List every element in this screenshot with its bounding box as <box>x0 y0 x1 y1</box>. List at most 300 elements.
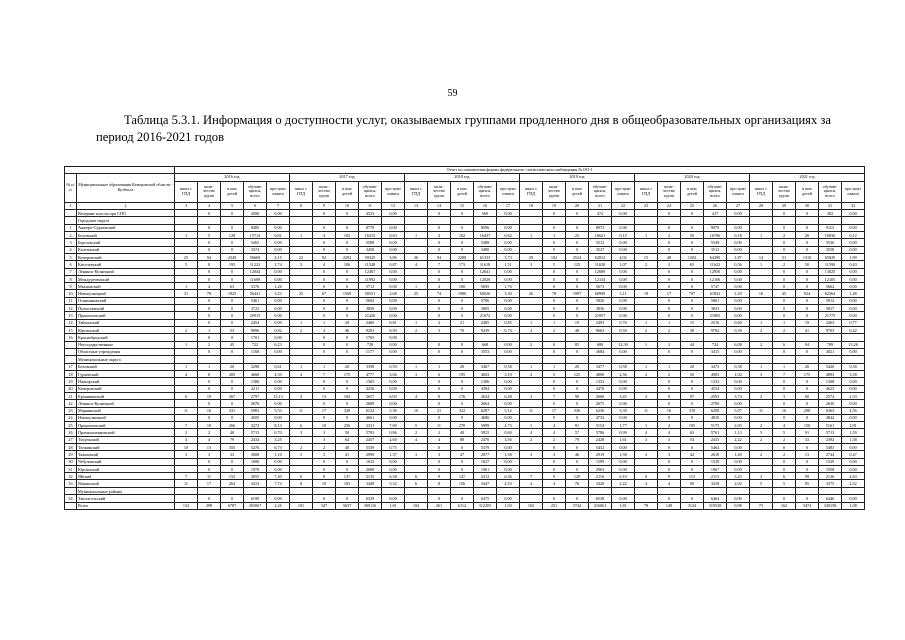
row-value <box>520 400 543 407</box>
row-value: 3477 <box>589 363 612 370</box>
row-value: 0,00 <box>497 297 520 304</box>
column-number: 29 <box>773 202 796 209</box>
row-value: 65 <box>681 429 704 436</box>
row-value: 3 <box>635 436 658 443</box>
row-value: 25 <box>566 232 589 239</box>
column-number: 12 <box>382 202 405 209</box>
row-value: 2 <box>750 341 773 348</box>
header-indicator: обучаю-щихся, всего <box>359 181 382 202</box>
row-value <box>175 356 198 364</box>
row-name: Крапивинский <box>77 392 175 399</box>
row-value: 0 <box>658 224 681 231</box>
row-value: 0 <box>543 305 566 312</box>
row-value: 7 <box>428 261 451 268</box>
row-value: 3 <box>773 392 796 399</box>
row-value: 3,74 <box>727 392 750 399</box>
row-value: 0 <box>428 239 451 246</box>
row-value: 88 <box>451 436 474 443</box>
row-value: 0 <box>681 443 704 450</box>
row-value <box>750 378 773 385</box>
row-value: 0 <box>681 385 704 392</box>
row-value: 0,98 <box>727 502 750 509</box>
row-value: 0 <box>543 465 566 472</box>
row-value <box>543 487 566 495</box>
row-value: 2574 <box>819 392 842 399</box>
row-value: 41 <box>796 326 819 333</box>
row-value: 0 <box>451 400 474 407</box>
row-value: 2624 <box>474 392 497 399</box>
row-value: 2,56 <box>612 371 635 378</box>
row-value: 1680 <box>244 458 267 465</box>
row-value: 0,00 <box>612 465 635 472</box>
table-row <box>65 305 865 312</box>
row-value <box>336 217 359 225</box>
row-value: 0,00 <box>497 209 520 216</box>
table-row <box>65 473 865 480</box>
row-value: 2 <box>750 392 773 399</box>
row-value: 0,00 <box>267 378 290 385</box>
row-value: 0 <box>198 319 221 326</box>
row-number: 4 <box>65 246 77 253</box>
row-value <box>290 275 313 282</box>
row-value: 90 <box>566 392 589 399</box>
row-value: 13 <box>198 443 221 450</box>
caption-text: Таблица 5.3.1. Информация о доступности услуг, оказываемых группами продленного дня в общеобразовательных организациях за период 2016-2021 годов <box>96 113 831 144</box>
row-value <box>520 495 543 502</box>
row-value: 74 <box>428 290 451 297</box>
row-value <box>175 495 198 502</box>
row-value: 5,32 <box>382 480 405 487</box>
row-value: 2664 <box>474 400 497 407</box>
column-number: 10 <box>336 202 359 209</box>
row-value: 3480 <box>474 246 497 253</box>
row-value: 2470 <box>474 436 497 443</box>
row-value: 5,53 <box>267 407 290 414</box>
row-value <box>635 283 658 290</box>
row-value: 3684 <box>589 348 612 355</box>
row-value <box>244 356 267 364</box>
row-value: 0 <box>451 246 474 253</box>
row-value: 0 <box>681 297 704 304</box>
row-number <box>65 502 77 509</box>
row-value: 2115 <box>704 473 727 480</box>
row-value: 1,48 <box>842 290 865 297</box>
row-value: 0 <box>221 495 244 502</box>
row-value: 0,00 <box>382 268 405 275</box>
row-value: 0 <box>773 443 796 450</box>
row-value: 1 <box>773 319 796 326</box>
row-value: 0,00 <box>727 209 750 216</box>
row-value: 3 <box>290 429 313 436</box>
row-value: 56441 <box>244 290 267 297</box>
row-value: 60 <box>796 392 819 399</box>
row-value: 0 <box>221 400 244 407</box>
row-value: 0,00 <box>612 348 635 355</box>
row-value: 11992 <box>359 275 382 282</box>
row-value: 6199 <box>244 495 267 502</box>
row-value: 0,77 <box>842 319 865 326</box>
row-value: 0,81 <box>382 319 405 326</box>
row-value: 1,76 <box>497 283 520 290</box>
row-value: 0,00 <box>842 275 865 282</box>
row-value: 0 <box>428 348 451 355</box>
row-value: 3 <box>520 261 543 268</box>
row-value: 4 <box>543 429 566 436</box>
row-number: 26 <box>65 429 77 436</box>
row-value: 2493 <box>589 319 612 326</box>
column-number: 16 <box>474 202 497 209</box>
row-value: 2 <box>198 429 221 436</box>
row-value: 2136 <box>819 473 842 480</box>
row-value: 3272 <box>244 422 267 429</box>
row-value: 79 <box>566 436 589 443</box>
row-name: Беловский <box>77 232 175 239</box>
row-value: 0 <box>313 341 336 348</box>
row-value <box>750 334 773 341</box>
row-value: 12020 <box>474 275 497 282</box>
row-value: 6538 <box>589 495 612 502</box>
row-value: 1,02 <box>727 371 750 378</box>
row-value <box>405 275 428 282</box>
row-value <box>635 495 658 502</box>
row-value: 0,00 <box>612 246 635 253</box>
row-value <box>520 283 543 290</box>
row-name: Мариинский <box>77 407 175 414</box>
row-value: 12641 <box>474 268 497 275</box>
row-number <box>65 356 77 364</box>
row-value: 7 <box>175 422 198 429</box>
row-value: 0,00 <box>727 239 750 246</box>
column-number: 1 <box>65 202 77 209</box>
header-indicator: в них детей <box>451 181 474 202</box>
row-value: 150 <box>796 422 819 429</box>
row-value: 9 <box>543 473 566 480</box>
row-value <box>175 297 198 304</box>
row-value <box>405 246 428 253</box>
row-value: 59325 <box>359 253 382 260</box>
row-value: 0 <box>658 414 681 421</box>
row-value: 0,15 <box>612 232 635 239</box>
row-value <box>405 268 428 275</box>
row-value: 78 <box>198 290 221 297</box>
header-indicator: обучаю-щихся, всего <box>244 181 267 202</box>
row-value: 0 <box>313 224 336 231</box>
row-number: 12 <box>65 305 77 312</box>
row-value: 0,00 <box>612 458 635 465</box>
row-value: 4211 <box>244 385 267 392</box>
row-value: 7 <box>543 392 566 399</box>
row-value <box>290 217 313 225</box>
row-value: 0 <box>198 297 221 304</box>
row-value: 2288 <box>451 253 474 260</box>
row-value: 18 <box>635 290 658 297</box>
row-value <box>290 283 313 290</box>
row-value: 3298 <box>244 363 267 370</box>
row-value: 0 <box>336 297 359 304</box>
header-indicator: школ с ГПД <box>635 181 658 202</box>
row-value: 0,00 <box>497 400 520 407</box>
row-value: 1,81 <box>382 502 405 509</box>
row-value: 1 <box>175 341 198 348</box>
row-value: 2 <box>175 429 198 436</box>
row-value: 3 <box>750 473 773 480</box>
row-value: 0,00 <box>497 312 520 319</box>
row-value: 728 <box>359 341 382 348</box>
row-value: 1 <box>290 319 313 326</box>
row-value: 0 <box>198 275 221 282</box>
row-value: 2 <box>773 326 796 333</box>
header-indicator: коли-чество групп <box>543 181 566 202</box>
row-value: 0,00 <box>382 275 405 282</box>
row-value: 0 <box>313 297 336 304</box>
row-value: 2593 <box>704 392 727 399</box>
row-value: 0 <box>681 312 704 319</box>
row-value: 1961 <box>474 465 497 472</box>
row-value <box>704 217 727 225</box>
row-value: 4 <box>543 422 566 429</box>
row-value: 0 <box>198 414 221 421</box>
row-value: 6 <box>773 341 796 348</box>
row-value: 0 <box>681 458 704 465</box>
row-value <box>612 334 635 341</box>
row-value <box>612 356 635 364</box>
row-value: 1,81 <box>612 502 635 509</box>
table-row <box>65 400 865 407</box>
row-value <box>635 378 658 385</box>
row-value: 2,68 <box>382 290 405 297</box>
row-value: 12105 <box>819 275 842 282</box>
row-value: 0,00 <box>267 246 290 253</box>
row-value <box>635 414 658 421</box>
row-value <box>405 305 428 312</box>
row-value: 1569 <box>336 290 359 297</box>
row-value: 2 <box>520 326 543 333</box>
row-value: 0,00 <box>497 495 520 502</box>
row-value: 0 <box>428 458 451 465</box>
row-value: 0 <box>566 443 589 450</box>
row-value: 1 <box>198 326 221 333</box>
row-value: 0 <box>313 209 336 216</box>
row-value <box>175 465 198 472</box>
row-name: Беловский <box>77 363 175 370</box>
header-row-column-numbers <box>65 202 865 209</box>
row-value <box>497 356 520 364</box>
row-value: 104 <box>405 502 428 509</box>
row-value: 3,30 <box>497 290 520 297</box>
row-value: 0 <box>773 400 796 407</box>
row-value: 3527 <box>589 246 612 253</box>
row-value: 16 <box>658 407 681 414</box>
row-value: 0 <box>221 305 244 312</box>
row-value: 1,37 <box>382 451 405 458</box>
row-value: 4 <box>773 422 796 429</box>
row-value: 5512 <box>589 239 612 246</box>
row-value: 303067 <box>244 502 267 509</box>
row-value <box>428 487 451 495</box>
row-value <box>336 356 359 364</box>
row-name: Анжеро-Судженский <box>77 224 175 231</box>
row-value: 0 <box>658 305 681 312</box>
row-value <box>727 217 750 225</box>
row-value: 16437 <box>474 232 497 239</box>
row-number <box>65 209 77 216</box>
row-number: 21 <box>65 392 77 399</box>
row-value: 0 <box>681 268 704 275</box>
row-number: 13 <box>65 312 77 319</box>
row-value: 5,36 <box>382 407 405 414</box>
row-value <box>773 487 796 495</box>
row-value: 0 <box>221 319 244 326</box>
table-row <box>65 290 865 297</box>
row-value: 5713 <box>359 283 382 290</box>
row-value: 3449 <box>359 480 382 487</box>
row-number: 30 <box>65 458 77 465</box>
row-value: 1 <box>750 261 773 268</box>
row-value <box>704 356 727 364</box>
row-value: 33 <box>796 436 819 443</box>
row-name: Чебулинский <box>77 458 175 465</box>
row-value: 0,00 <box>842 385 865 392</box>
row-value: 0 <box>796 268 819 275</box>
row-value: 11 <box>198 473 221 480</box>
row-value: 2 <box>658 232 681 239</box>
row-value <box>635 356 658 364</box>
row-value: 3 <box>313 429 336 436</box>
row-value: 12044 <box>244 268 267 275</box>
row-value <box>497 487 520 495</box>
column-number: 27 <box>727 202 750 209</box>
row-value: 0 <box>198 239 221 246</box>
row-value: 0,00 <box>612 385 635 392</box>
row-number: 9 <box>65 283 77 290</box>
row-value: 1 <box>313 319 336 326</box>
row-value: 195 <box>221 261 244 268</box>
row-value: 0 <box>796 239 819 246</box>
row-value: 78 <box>635 502 658 509</box>
row-value: 3474 <box>796 502 819 509</box>
row-value: 0,76 <box>612 319 635 326</box>
row-name: Полысаевский <box>77 305 175 312</box>
row-value: 367 <box>221 392 244 399</box>
row-value <box>267 487 290 495</box>
row-value: 0 <box>658 465 681 472</box>
row-value: 0 <box>336 495 359 502</box>
row-value: 21426 <box>359 312 382 319</box>
row-value: 0 <box>336 378 359 385</box>
row-value: 1 <box>175 283 198 290</box>
row-number: 18 <box>65 371 77 378</box>
row-value: 0 <box>451 312 474 319</box>
row-value <box>175 246 198 253</box>
row-value: 1529 <box>704 458 727 465</box>
row-value: 5536 <box>819 239 842 246</box>
row-value: 0,00 <box>612 378 635 385</box>
row-value <box>543 356 566 364</box>
row-value: 94 <box>428 253 451 260</box>
row-value: 0 <box>543 443 566 450</box>
row-value: 3805 <box>474 305 497 312</box>
row-value: 0,75 <box>382 443 405 450</box>
row-value: 61333 <box>474 253 497 260</box>
row-value <box>589 334 612 341</box>
row-value: 0 <box>336 348 359 355</box>
row-value <box>750 465 773 472</box>
row-value: 0 <box>221 385 244 392</box>
row-value: 13 <box>796 451 819 458</box>
row-number: 7 <box>65 268 77 275</box>
row-value: 2 <box>635 371 658 378</box>
row-value: 0 <box>428 297 451 304</box>
row-value <box>750 283 773 290</box>
row-value: 106 <box>336 261 359 268</box>
row-value: 91 <box>796 429 819 436</box>
row-number: 8 <box>65 275 77 282</box>
row-value: 0 <box>221 334 244 341</box>
row-name: Городские округа <box>77 217 175 225</box>
header-year: 2020 год <box>635 174 750 181</box>
row-value: 924 <box>796 290 819 297</box>
row-number: 31 <box>65 465 77 472</box>
row-name: Березовский <box>77 239 175 246</box>
row-value <box>727 487 750 495</box>
row-value: 205 <box>221 371 244 378</box>
row-value: 0,00 <box>727 443 750 450</box>
row-value: 256 <box>336 422 359 429</box>
row-value: 0 <box>796 414 819 421</box>
row-value: 0 <box>313 305 336 312</box>
row-value: 0 <box>428 305 451 312</box>
row-value: 0 <box>681 239 704 246</box>
row-value: 0,86 <box>382 429 405 436</box>
row-value: 0 <box>566 239 589 246</box>
row-value: 0 <box>773 268 796 275</box>
row-value: 0 <box>773 283 796 290</box>
row-value: 4 <box>175 371 198 378</box>
row-value: 3558 <box>819 246 842 253</box>
row-value: 0 <box>543 400 566 407</box>
row-value: 0,58 <box>497 363 520 370</box>
row-value: 1627 <box>474 458 497 465</box>
row-value: 5706 <box>474 297 497 304</box>
row-value: 0,50 <box>382 326 405 333</box>
row-value: 11 <box>175 480 198 487</box>
table-row <box>65 209 865 216</box>
row-value: 12950 <box>704 268 727 275</box>
row-value <box>290 209 313 216</box>
row-value: 5465 <box>244 239 267 246</box>
row-value: 0 <box>773 385 796 392</box>
row-value: 4843 <box>474 371 497 378</box>
row-value <box>290 305 313 312</box>
row-value: 0 <box>796 283 819 290</box>
row-value: 1 <box>543 232 566 239</box>
row-value: 20 <box>451 363 474 370</box>
table-row <box>65 261 865 268</box>
row-value: 47 <box>451 451 474 458</box>
row-value <box>221 487 244 495</box>
row-value: 472 <box>589 209 612 216</box>
row-value: 0,63 <box>382 232 405 239</box>
row-value: 4686 <box>474 414 497 421</box>
row-value: 38 <box>681 326 704 333</box>
row-value <box>520 239 543 246</box>
row-name: Новокузнецкий <box>77 290 175 297</box>
row-value: 5276 <box>244 443 267 450</box>
row-value: 2 <box>658 341 681 348</box>
row-value: 0,00 <box>267 268 290 275</box>
row-value: 5175 <box>704 422 727 429</box>
row-number: 29 <box>65 451 77 458</box>
